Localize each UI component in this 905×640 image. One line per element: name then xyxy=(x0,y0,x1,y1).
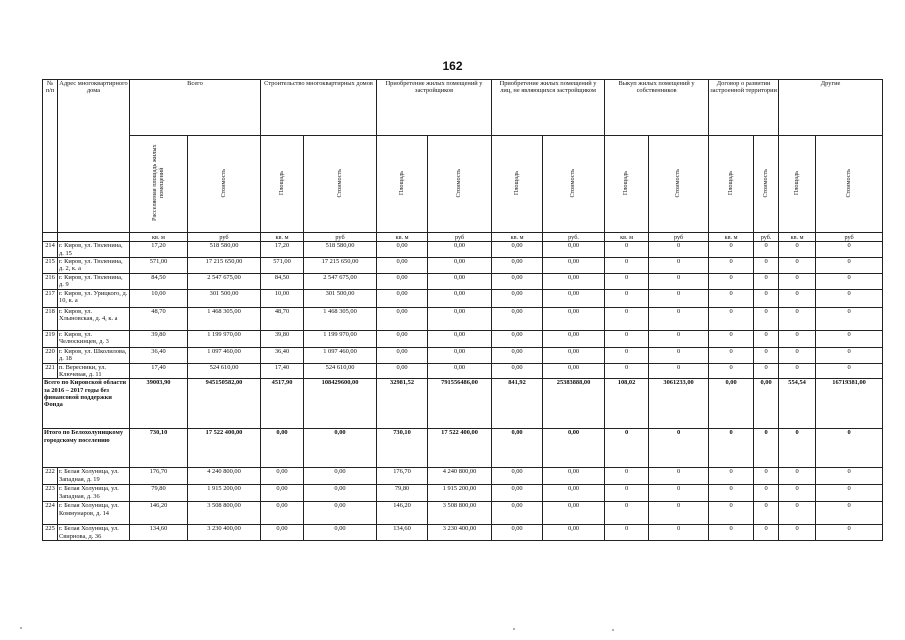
value-cell: 0 xyxy=(605,429,649,468)
value-cell: 0 xyxy=(605,289,649,307)
table-row xyxy=(43,502,883,525)
value-cell: 10,00 xyxy=(261,289,304,307)
row-address: г. Киров, ул. Урицкого, д. 10, к. а xyxy=(58,289,130,307)
value-cell: 0,00 xyxy=(428,307,492,330)
value-cell: 0 xyxy=(649,468,709,485)
col-subheader-label: Площадь xyxy=(277,170,285,196)
value-cell: 0 xyxy=(709,289,754,307)
value-cell: 0 xyxy=(605,502,649,525)
value-cell: 17,40 xyxy=(261,363,304,379)
value-cell: 0 xyxy=(816,307,883,330)
value-cell: 0,00 xyxy=(492,242,543,258)
row-address: г. Киров, ул. Тюленина, д. 15 xyxy=(58,242,130,258)
value-cell: 0,00 xyxy=(428,347,492,363)
value-cell: 0,00 xyxy=(492,289,543,307)
row-number: 223 xyxy=(43,485,58,502)
value-cell: 3 508 800,00 xyxy=(188,502,261,525)
value-cell: 79,80 xyxy=(130,485,188,502)
value-cell: 17 522 400,00 xyxy=(188,429,261,468)
row-address: г. Белая Холуница, ул. Западная, д. 19 xyxy=(58,468,130,485)
value-cell: 0 xyxy=(816,502,883,525)
group-header-other: Другие xyxy=(779,80,883,136)
value-cell: 1 097 460,00 xyxy=(304,347,377,363)
header-row-groups xyxy=(43,80,883,136)
value-cell: 518 580,00 xyxy=(188,242,261,258)
value-cell: 730,10 xyxy=(130,429,188,468)
value-cell: 0 xyxy=(779,258,816,274)
value-cell: 39,80 xyxy=(261,330,304,347)
value-cell: 1 199 970,00 xyxy=(304,330,377,347)
value-cell: 0 xyxy=(754,274,779,290)
col-subheader xyxy=(709,136,754,233)
total-label: Итого по Белохолуницкому городскому поселению xyxy=(43,429,130,468)
value-cell: 25383888,00 xyxy=(543,379,605,429)
unit-cell: руб xyxy=(304,233,377,242)
value-cell: 0 xyxy=(605,307,649,330)
col-subheader-label: Площадь xyxy=(397,170,405,196)
row-address: г. Белая Холуница, ул. Свирнова, д. 36 xyxy=(58,525,130,541)
value-cell: 0,00 xyxy=(492,468,543,485)
value-cell: 301 500,00 xyxy=(304,289,377,307)
value-cell: 0 xyxy=(649,525,709,541)
col-subheader-label: Стоимость xyxy=(219,168,227,198)
value-cell: 0 xyxy=(754,307,779,330)
page-number: 162 xyxy=(442,59,463,73)
table-row xyxy=(43,363,883,379)
unit-cell: кв. м xyxy=(261,233,304,242)
value-cell: 0,00 xyxy=(492,347,543,363)
value-cell: 945150582,00 xyxy=(188,379,261,429)
value-cell: 730,10 xyxy=(377,429,428,468)
group-header-total: Всего xyxy=(130,80,261,136)
value-cell: 0,00 xyxy=(492,363,543,379)
value-cell: 0 xyxy=(649,485,709,502)
value-cell: 0,00 xyxy=(261,525,304,541)
scan-speck xyxy=(513,628,515,630)
value-cell: 36,40 xyxy=(261,347,304,363)
value-cell: 0 xyxy=(754,429,779,468)
value-cell: 0 xyxy=(779,363,816,379)
row-number: 215 xyxy=(43,258,58,274)
value-cell: 2 547 675,00 xyxy=(188,274,261,290)
value-cell: 1 915 200,00 xyxy=(188,485,261,502)
value-cell: 0 xyxy=(649,429,709,468)
value-cell: 17 215 650,00 xyxy=(188,258,261,274)
row-number: 214 xyxy=(43,242,58,258)
value-cell: 0 xyxy=(754,468,779,485)
value-cell: 0,00 xyxy=(492,525,543,541)
col-subheader xyxy=(816,136,883,233)
value-cell: 0,00 xyxy=(543,347,605,363)
value-cell: 1 468 305,00 xyxy=(188,307,261,330)
row-number: 218 xyxy=(43,307,58,330)
value-cell: 0,00 xyxy=(492,258,543,274)
table-row xyxy=(43,274,883,290)
table-row xyxy=(43,347,883,363)
value-cell: 0 xyxy=(754,525,779,541)
value-cell: 0 xyxy=(816,468,883,485)
value-cell: 0 xyxy=(709,363,754,379)
value-cell: 39003,90 xyxy=(130,379,188,429)
value-cell: 0 xyxy=(779,429,816,468)
value-cell: 1 097 460,00 xyxy=(188,347,261,363)
value-cell: 0,00 xyxy=(261,468,304,485)
col-subheader-label: Стоимость xyxy=(761,168,769,198)
value-cell: 518 580,00 xyxy=(304,242,377,258)
value-cell: 0,00 xyxy=(377,289,428,307)
value-cell: 0,00 xyxy=(261,485,304,502)
col-subheader xyxy=(649,136,709,233)
scan-speck xyxy=(20,627,22,629)
value-cell: 554,54 xyxy=(779,379,816,429)
value-cell: 0 xyxy=(754,258,779,274)
value-cell: 10,00 xyxy=(130,289,188,307)
header-row-sub xyxy=(43,136,883,233)
value-cell: 17,20 xyxy=(261,242,304,258)
value-cell: 0,00 xyxy=(543,242,605,258)
value-cell: 0 xyxy=(816,289,883,307)
value-cell: 0,00 xyxy=(377,307,428,330)
col-subheader xyxy=(188,136,261,233)
row-number: 222 xyxy=(43,468,58,485)
table-row xyxy=(43,307,883,330)
value-cell: 0 xyxy=(709,525,754,541)
row-number: 217 xyxy=(43,289,58,307)
value-cell: 0 xyxy=(649,242,709,258)
table-row xyxy=(43,289,883,307)
col-subheader-label: Стоимость xyxy=(844,168,852,198)
col-subheader-label: Расселяемая площадь жилых помещений xyxy=(150,144,165,222)
row-number: 225 xyxy=(43,525,58,541)
value-cell: 0,00 xyxy=(428,330,492,347)
col-subheader xyxy=(304,136,377,233)
value-cell: 0 xyxy=(779,274,816,290)
value-cell: 3061233,00 xyxy=(649,379,709,429)
value-cell: 0 xyxy=(709,468,754,485)
value-cell: 3 508 800,00 xyxy=(428,502,492,525)
value-cell: 39,80 xyxy=(130,330,188,347)
value-cell: 524 610,00 xyxy=(304,363,377,379)
value-cell: 108429600,00 xyxy=(304,379,377,429)
value-cell: 48,70 xyxy=(130,307,188,330)
group-header-developer-purchase: Приобретение жилых помещений у застройщиков xyxy=(377,80,492,136)
value-cell: 0 xyxy=(779,307,816,330)
value-cell: 0 xyxy=(649,289,709,307)
row-number: 221 xyxy=(43,363,58,379)
value-cell: 0,00 xyxy=(492,485,543,502)
value-cell: 176,70 xyxy=(130,468,188,485)
row-number: 224 xyxy=(43,502,58,525)
value-cell: 4517,90 xyxy=(261,379,304,429)
value-cell: 0,00 xyxy=(543,274,605,290)
value-cell: 0,00 xyxy=(492,307,543,330)
row-address: г. Киров, ул. Хлыновская, д. 4, к. а xyxy=(58,307,130,330)
value-cell: 0,00 xyxy=(261,502,304,525)
value-cell: 841,92 xyxy=(492,379,543,429)
value-cell: 4 240 800,00 xyxy=(428,468,492,485)
row-address: г. Киров, ул. Тюленина, д. 2, к. а xyxy=(58,258,130,274)
value-cell: 0,00 xyxy=(377,363,428,379)
value-cell: 0 xyxy=(779,347,816,363)
value-cell: 79,80 xyxy=(377,485,428,502)
group-header-development-agreement: Договор о развитии застроенной территории xyxy=(709,80,779,136)
row-address: г. Киров, ул. Тюленина, д. 9 xyxy=(58,274,130,290)
row-number: 220 xyxy=(43,347,58,363)
value-cell: 0,00 xyxy=(492,429,543,468)
row-number: 219 xyxy=(43,330,58,347)
unit-cell: руб xyxy=(428,233,492,242)
value-cell: 0 xyxy=(816,429,883,468)
value-cell: 134,60 xyxy=(130,525,188,541)
row-number: 216 xyxy=(43,274,58,290)
row-address: г. Белая Холуница, ул. Западная, д. 36 xyxy=(58,485,130,502)
value-cell: 0 xyxy=(709,258,754,274)
value-cell: 0 xyxy=(816,258,883,274)
value-cell: 0 xyxy=(816,330,883,347)
value-cell: 0 xyxy=(709,429,754,468)
value-cell: 0 xyxy=(649,502,709,525)
col-subheader xyxy=(261,136,304,233)
value-cell: 0 xyxy=(754,330,779,347)
value-cell: 146,20 xyxy=(377,502,428,525)
unit-cell: кв. м xyxy=(130,233,188,242)
value-cell: 0 xyxy=(754,242,779,258)
col-subheader xyxy=(428,136,492,233)
value-cell: 0,00 xyxy=(543,363,605,379)
value-cell: 0 xyxy=(605,330,649,347)
value-cell: 84,50 xyxy=(261,274,304,290)
value-cell: 0,00 xyxy=(377,274,428,290)
col-header-address: Адрес многоквартирного дома xyxy=(58,80,130,233)
value-cell: 0 xyxy=(709,347,754,363)
col-subheader-label: Стоимость xyxy=(335,168,343,198)
value-cell: 0,00 xyxy=(377,242,428,258)
col-subheader xyxy=(754,136,779,233)
value-cell: 0,00 xyxy=(261,429,304,468)
value-cell: 0 xyxy=(779,242,816,258)
value-cell: 0,00 xyxy=(377,258,428,274)
value-cell: 0,00 xyxy=(304,485,377,502)
value-cell: 0,00 xyxy=(428,242,492,258)
value-cell: 571,00 xyxy=(261,258,304,274)
value-cell: 17,40 xyxy=(130,363,188,379)
col-subheader-label: Площадь xyxy=(792,170,800,196)
value-cell: 0,00 xyxy=(304,502,377,525)
col-subheader xyxy=(130,136,188,233)
value-cell: 0 xyxy=(709,274,754,290)
value-cell: 0 xyxy=(816,485,883,502)
table-row xyxy=(43,525,883,541)
value-cell: 0 xyxy=(709,485,754,502)
value-cell: 17,20 xyxy=(130,242,188,258)
value-cell: 17 215 650,00 xyxy=(304,258,377,274)
value-cell: 0 xyxy=(605,525,649,541)
table-row xyxy=(43,330,883,347)
value-cell: 0,00 xyxy=(304,429,377,468)
value-cell: 176,70 xyxy=(377,468,428,485)
col-subheader-label: Площадь xyxy=(512,170,520,196)
value-cell: 524 610,00 xyxy=(188,363,261,379)
value-cell: 84,50 xyxy=(130,274,188,290)
group-header-construction: Строительство многоквартирных домов xyxy=(261,80,377,136)
col-subheader xyxy=(779,136,816,233)
value-cell: 17 522 400,00 xyxy=(428,429,492,468)
col-subheader xyxy=(605,136,649,233)
value-cell: 301 500,00 xyxy=(188,289,261,307)
value-cell: 0 xyxy=(816,274,883,290)
value-cell: 0 xyxy=(649,363,709,379)
table-row xyxy=(43,468,883,485)
value-cell: 0,00 xyxy=(377,347,428,363)
value-cell: 0 xyxy=(816,347,883,363)
row-address: г. Киров, ул. Школилова, д. 18 xyxy=(58,347,130,363)
value-cell: 3 230 400,00 xyxy=(428,525,492,541)
table-row xyxy=(43,485,883,502)
value-cell: 0,00 xyxy=(428,289,492,307)
value-cell: 48,70 xyxy=(261,307,304,330)
value-cell: 571,00 xyxy=(130,258,188,274)
value-cell: 1 199 970,00 xyxy=(188,330,261,347)
value-cell: 0,00 xyxy=(543,330,605,347)
value-cell: 0 xyxy=(649,347,709,363)
unit-cell: руб xyxy=(816,233,883,242)
value-cell: 0,00 xyxy=(304,525,377,541)
unit-cell: руб xyxy=(188,233,261,242)
col-subheader xyxy=(492,136,543,233)
unit-cell: кв. м xyxy=(492,233,543,242)
col-subheader xyxy=(543,136,605,233)
value-cell: 0,00 xyxy=(492,274,543,290)
value-cell: 0 xyxy=(709,330,754,347)
group-header-nondeveloper-purchase: Приобретение жилых помещений у лиц, не являющихся застройщиком xyxy=(492,80,605,136)
value-cell: 0 xyxy=(816,242,883,258)
value-cell: 0 xyxy=(605,258,649,274)
total-row xyxy=(43,379,883,429)
total-row xyxy=(43,429,883,468)
value-cell: 0 xyxy=(649,330,709,347)
value-cell: 32981,52 xyxy=(377,379,428,429)
col-subheader-label: Площадь xyxy=(622,170,630,196)
value-cell: 108,02 xyxy=(605,379,649,429)
value-cell: 0,00 xyxy=(304,468,377,485)
value-cell: 0 xyxy=(754,485,779,502)
col-subheader-label: Площадь xyxy=(726,170,734,196)
value-cell: 0,00 xyxy=(543,258,605,274)
value-cell: 0 xyxy=(605,485,649,502)
value-cell: 0,00 xyxy=(543,429,605,468)
unit-cell: кв. м xyxy=(709,233,754,242)
value-cell: 0 xyxy=(605,242,649,258)
value-cell: 0 xyxy=(816,363,883,379)
value-cell: 36,40 xyxy=(130,347,188,363)
value-cell: 146,20 xyxy=(130,502,188,525)
group-header-buyout: Выкуп жилых помещений у собственников xyxy=(605,80,709,136)
table-row xyxy=(43,258,883,274)
value-cell: 0 xyxy=(754,289,779,307)
value-cell: 0,00 xyxy=(543,468,605,485)
value-cell: 0,00 xyxy=(543,307,605,330)
value-cell: 0,00 xyxy=(428,274,492,290)
total-label: Всего по Кировской области за 2016 – 2017 годы без финансовой поддержки Фонда xyxy=(43,379,130,429)
value-cell: 0 xyxy=(754,502,779,525)
value-cell: 0 xyxy=(754,347,779,363)
value-cell: 1 468 305,00 xyxy=(304,307,377,330)
unit-cell: руб. xyxy=(543,233,605,242)
value-cell: 0,00 xyxy=(492,502,543,525)
value-cell: 3 230 400,00 xyxy=(188,525,261,541)
value-cell: 0,00 xyxy=(428,363,492,379)
value-cell: 2 547 675,00 xyxy=(304,274,377,290)
value-cell: 0 xyxy=(779,525,816,541)
value-cell: 0 xyxy=(649,307,709,330)
value-cell: 0,00 xyxy=(543,485,605,502)
unit-cell: руб. xyxy=(754,233,779,242)
value-cell: 0 xyxy=(709,502,754,525)
row-address: п. Вересники, ул. Ключевая, д. 11 xyxy=(58,363,130,379)
value-cell: 0,00 xyxy=(543,502,605,525)
unit-cell: кв. м xyxy=(377,233,428,242)
value-cell: 16719381,00 xyxy=(816,379,883,429)
value-cell: 0,00 xyxy=(377,330,428,347)
value-cell: 134,60 xyxy=(377,525,428,541)
value-cell: 0 xyxy=(709,242,754,258)
value-cell: 0 xyxy=(649,274,709,290)
value-cell: 0,00 xyxy=(754,379,779,429)
value-cell: 0,00 xyxy=(428,258,492,274)
value-cell: 0 xyxy=(779,502,816,525)
value-cell: 0 xyxy=(779,468,816,485)
value-cell: 0 xyxy=(605,274,649,290)
value-cell: 0 xyxy=(779,485,816,502)
scan-speck xyxy=(612,629,614,631)
value-cell: 0 xyxy=(605,363,649,379)
table-row xyxy=(43,242,883,258)
unit-cell: руб xyxy=(649,233,709,242)
value-cell: 0 xyxy=(816,525,883,541)
value-cell: 0 xyxy=(605,347,649,363)
value-cell: 0,00 xyxy=(543,289,605,307)
col-subheader-label: Стоимость xyxy=(674,168,682,198)
col-subheader-label: Стоимость xyxy=(455,168,463,198)
value-cell: 0,00 xyxy=(709,379,754,429)
value-cell: 0 xyxy=(754,363,779,379)
value-cell: 0,00 xyxy=(543,525,605,541)
col-header-no: № п/п xyxy=(43,80,58,233)
col-subheader xyxy=(377,136,428,233)
unit-cell: кв. м xyxy=(605,233,649,242)
row-address: г. Белая Холуница, ул. Коммунаров, д. 14 xyxy=(58,502,130,525)
value-cell: 0 xyxy=(649,258,709,274)
value-cell: 0 xyxy=(779,330,816,347)
value-cell: 0,00 xyxy=(492,330,543,347)
row-address: г. Киров, ул. Челюскинцев, д. 3 xyxy=(58,330,130,347)
value-cell: 4 240 800,00 xyxy=(188,468,261,485)
value-cell: 0 xyxy=(709,307,754,330)
value-cell: 791556486,00 xyxy=(428,379,492,429)
value-cell: 0 xyxy=(605,468,649,485)
unit-cell: кв. м xyxy=(779,233,816,242)
header-row-units xyxy=(43,233,883,242)
housing-table xyxy=(42,79,883,541)
value-cell: 1 915 200,00 xyxy=(428,485,492,502)
col-subheader-label: Стоимость xyxy=(569,168,577,198)
value-cell: 0 xyxy=(779,289,816,307)
